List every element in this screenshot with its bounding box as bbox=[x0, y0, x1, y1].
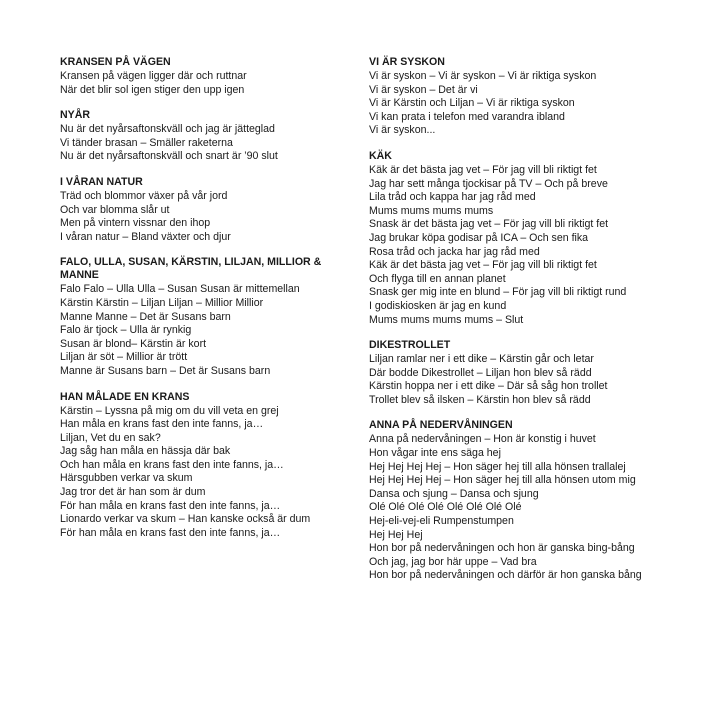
lyric-line: Härsgubben verkar va skum bbox=[60, 472, 193, 485]
song-block bbox=[369, 339, 669, 407]
lyric-line: Snask ger mig inte en blund – För jag vill bli riktigt rund bbox=[369, 286, 627, 299]
lyric-line: För han måla en krans fast den inte fanns, ja… bbox=[60, 499, 281, 512]
lyric-line: Hej-eli-vej-eli Rumpenstumpen bbox=[369, 515, 514, 528]
lyric-line: Falo är tjock – Ulla är rynkig bbox=[60, 324, 192, 337]
lyric-line: Liljan, Vet du en sak? bbox=[60, 431, 161, 444]
lyric-line: Kärstin hoppa ner i ett dike – Där så såg hon trollet bbox=[369, 380, 608, 393]
lyric-line: Snask är det bästa jag vet – För jag vill bli riktigt fet bbox=[369, 218, 609, 231]
lyric-line: Men på vintern vissnar den ihop bbox=[60, 217, 211, 230]
lyric-line: Hej Hej Hej Hej – Hon säger hej till alla hönsen utom mig bbox=[369, 474, 636, 487]
lyric-line: Hon bor på nedervåningen och hon är ganska bing-bång bbox=[369, 542, 635, 555]
lyric-line: Hon vågar inte ens säga hej bbox=[369, 447, 501, 460]
lyric-line: Och jag, jag bor här uppe – Vad bra bbox=[369, 555, 537, 568]
lyric-line: Kärstin – Lyssna på mig om du vill veta en grej bbox=[60, 404, 279, 417]
lyric-line: Olé Olé Olé Olé Olé Olé Olé Olé bbox=[369, 501, 522, 514]
lyric-line: Jag såg han måla en hässja där bak bbox=[60, 445, 231, 458]
lyric-line: Hon bor på nedervåningen och därför är hon ganska bång bbox=[369, 569, 642, 582]
lyric-line: Manne är Susans barn – Det är Susans barn bbox=[60, 364, 271, 377]
song-title: HAN MÅLADE EN KRANS bbox=[60, 390, 190, 403]
song-block bbox=[369, 150, 669, 327]
lyric-line: Liljan är söt – Millior är trött bbox=[60, 351, 188, 364]
song-title: VI ÄR SYSKON bbox=[369, 56, 445, 68]
lyric-line: För han måla en krans fast den inte fanns, ja… bbox=[60, 526, 281, 539]
lyric-line: Och flyga till en annan planet bbox=[369, 272, 506, 285]
lyric-line: Mums mums mums mums bbox=[369, 204, 494, 217]
song-title: ANNA PÅ NEDERVÅNINGEN bbox=[369, 419, 513, 432]
song-title: KRANSEN PÅ VÄGEN bbox=[60, 56, 171, 68]
song-block bbox=[60, 391, 350, 541]
lyric-line: Och var blomma slår ut bbox=[60, 203, 170, 216]
lyric-line: Manne Manne – Det är Susans barn bbox=[60, 310, 231, 323]
lyric-line: Vi är syskon – Vi är syskon – Vi är riktiga syskon bbox=[369, 70, 597, 82]
lyric-line: Vi kan prata i telefon med varandra ibland bbox=[369, 110, 565, 123]
lyric-line: Lionardo verkar va skum – Han kanske också är dum bbox=[60, 513, 311, 526]
lyric-line: Där bodde Dikestrollet – Liljan hon blev så rädd bbox=[369, 366, 592, 379]
lyric-line: Vi tänder brasan – Smäller raketerna bbox=[60, 136, 233, 149]
lyric-line: Och han måla en krans fast den inte fanns, ja… bbox=[60, 458, 284, 471]
song-block bbox=[369, 56, 669, 138]
song-title: I VÅRAN NATUR bbox=[60, 175, 143, 188]
lyric-line: Kransen på vägen ligger där och ruttnar bbox=[60, 70, 247, 82]
left-column bbox=[60, 56, 350, 552]
song-block bbox=[60, 109, 350, 164]
lyric-line: Vi är Kärstin och Liljan – Vi är riktiga syskon bbox=[369, 97, 575, 110]
lyric-line: Käk är det bästa jag vet – För jag vill bli riktigt fet bbox=[369, 259, 597, 272]
lyric-line: Jag tror det är han som är dum bbox=[60, 486, 206, 499]
lyric-line: Jag brukar köpa godisar på ICA – Och sen fika bbox=[369, 231, 589, 244]
lyric-line: Kärstin Kärstin – Liljan Liljan – Millior Millior bbox=[60, 296, 264, 309]
lyric-line: Hej Hej Hej Hej – Hon säger hej till alla hönsen trallalej bbox=[369, 460, 626, 473]
lyric-line: Träd och blommor växer på vår jord bbox=[60, 189, 228, 202]
lyric-line: I våran natur – Bland växter och djur bbox=[60, 230, 231, 243]
song-title: FALO, ULLA, SUSAN, KÄRSTIN, LILJAN, MILLIOR & MANNE bbox=[60, 256, 322, 282]
lyric-line: Falo Falo – Ulla Ulla – Susan Susan är mittemellan bbox=[60, 283, 300, 296]
lyric-line: Mums mums mums mums – Slut bbox=[369, 313, 524, 326]
lyric-line: Trollet blev så ilsken – Kärstin hon blev så rädd bbox=[369, 393, 591, 406]
lyric-line: I godiskiosken är jag en kund bbox=[369, 299, 507, 312]
lyric-line: Jag har sett många tjockisar på TV – Och på breve bbox=[369, 177, 608, 190]
right-column bbox=[369, 56, 669, 595]
song-block bbox=[60, 176, 350, 244]
song-block bbox=[60, 256, 350, 378]
lyric-line: Liljan ramlar ner i ett dike – Kärstin går och letar bbox=[369, 353, 594, 366]
song-block bbox=[60, 56, 350, 97]
lyric-line: Dansa och sjung – Dansa och sjung bbox=[369, 487, 539, 500]
lyric-line: Anna på nedervåningen – Hon är konstig i huvet bbox=[369, 433, 596, 446]
lyric-line: Nu är det nyårsaftonskväll och snart är ’90 slut bbox=[60, 150, 278, 163]
lyric-line: När det blir sol igen stiger den upp igen bbox=[60, 83, 245, 96]
song-block bbox=[369, 419, 669, 583]
song-title: KÄK bbox=[369, 149, 392, 162]
lyric-line: Han måla en krans fast den inte fanns, ja… bbox=[60, 418, 264, 431]
lyric-line: Rosa tråd och jacka har jag råd med bbox=[369, 245, 540, 258]
lyric-line: Käk är det bästa jag vet – För jag vill bli riktigt fet bbox=[369, 163, 597, 176]
lyric-line: Susan är blond– Kärstin är kort bbox=[60, 337, 207, 350]
lyric-line: Lila tråd och kappa har jag råd med bbox=[369, 191, 536, 204]
lyric-line: Vi är syskon – Det är vi bbox=[369, 83, 478, 96]
song-title: NYÅR bbox=[60, 109, 91, 122]
lyric-line: Nu är det nyårsaftonskväll och jag är jätteglad bbox=[60, 123, 275, 136]
lyric-line: Hej Hej Hej bbox=[369, 528, 423, 541]
song-title: DIKESTROLLET bbox=[369, 339, 451, 352]
lyric-line: Vi är syskon... bbox=[369, 124, 436, 137]
